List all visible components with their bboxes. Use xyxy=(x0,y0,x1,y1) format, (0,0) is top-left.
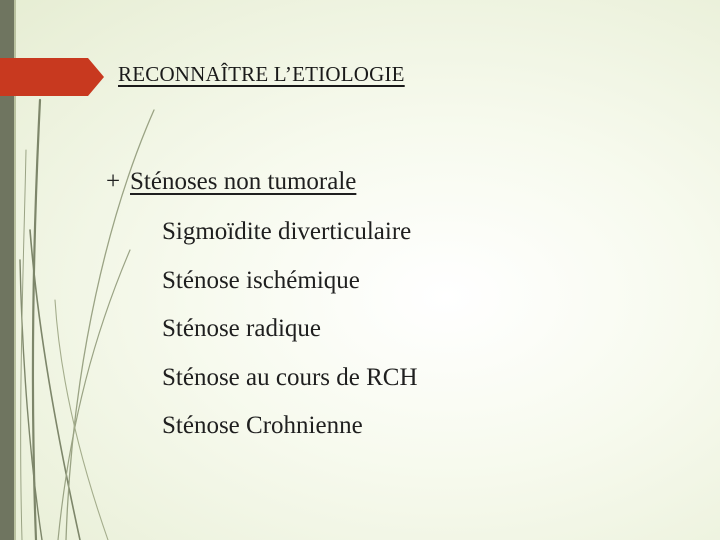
slide-title: RECONNAÎTRE L’ETIOLOGIE xyxy=(118,62,405,86)
list-item: Sténose au cours de RCH xyxy=(162,363,418,391)
list-item: Sténose radique xyxy=(162,315,321,342)
section-heading xyxy=(106,162,418,212)
content-list xyxy=(106,162,418,455)
list-item: Sigmoïdite diverticulaire xyxy=(162,218,412,245)
plus-bullet-icon: + xyxy=(106,168,121,195)
title-arrow-icon xyxy=(0,58,104,96)
list-item: Sténose ischémique xyxy=(162,266,360,294)
list-item: Sténose Crohnienne xyxy=(162,412,363,439)
section-heading-text: Sténoses non tumorale xyxy=(130,168,357,195)
